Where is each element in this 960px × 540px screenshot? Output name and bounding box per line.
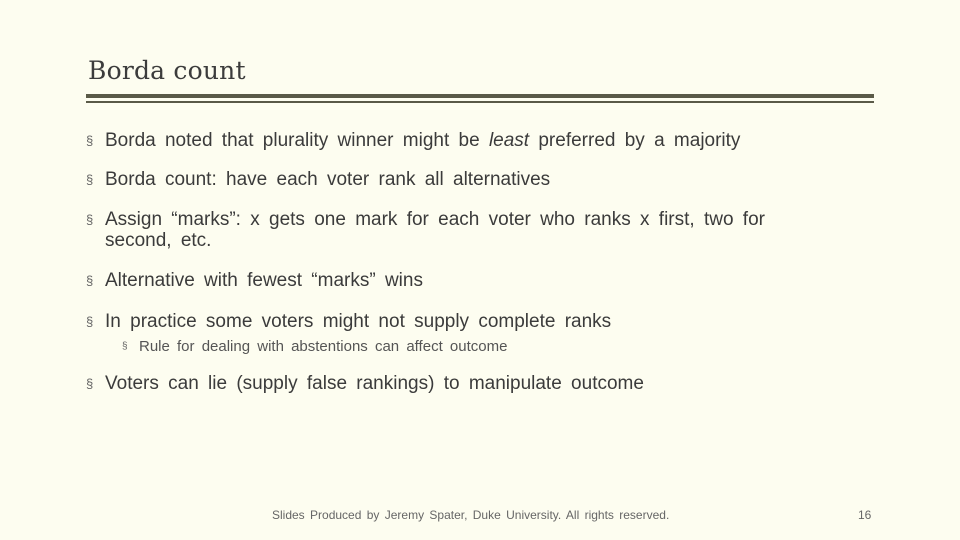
footer-credit: Slides Produced by Jeremy Spater, Duke University. All rights reserved. [272, 508, 670, 522]
bullet-item [86, 311, 611, 332]
bullet-text: Alternative with fewest “marks” wins [105, 270, 423, 291]
bullet-marker: § [86, 314, 94, 329]
bullet-text: Assign “marks”: x gets one mark for each voter who ranks x first, two for second, etc. [105, 209, 765, 251]
bullet-text: In practice some voters might not supply complete ranks [105, 311, 612, 332]
bullet-marker: § [86, 133, 94, 148]
page-number: 16 [858, 508, 872, 522]
bullet-marker: § [86, 212, 94, 227]
bullet-item [86, 130, 740, 151]
bullet-marker: § [86, 273, 94, 288]
bullet-marker: § [122, 341, 128, 352]
bullet-marker: § [86, 172, 94, 187]
bullet-item [86, 270, 423, 291]
bullet-item [86, 169, 550, 190]
bullet-text: Rule for dealing with abstentions can affect outcome [139, 338, 508, 355]
bullet-item [86, 373, 644, 394]
bullet-marker: § [86, 376, 94, 391]
bullet-text: Borda noted that plurality winner might be least preferred by a majority [105, 130, 741, 151]
bullet-text: Voters can lie (supply false rankings) to manipulate outcome [105, 373, 644, 394]
emphasis-text: least [488, 130, 530, 151]
sub-bullet-item [122, 338, 507, 355]
slide-title: Borda count [88, 56, 246, 85]
title-rule-thin [86, 101, 874, 103]
bullet-item [86, 209, 826, 251]
bullet-text: Borda count: have each voter rank all alternatives [105, 169, 551, 190]
title-rule-thick [86, 94, 874, 98]
